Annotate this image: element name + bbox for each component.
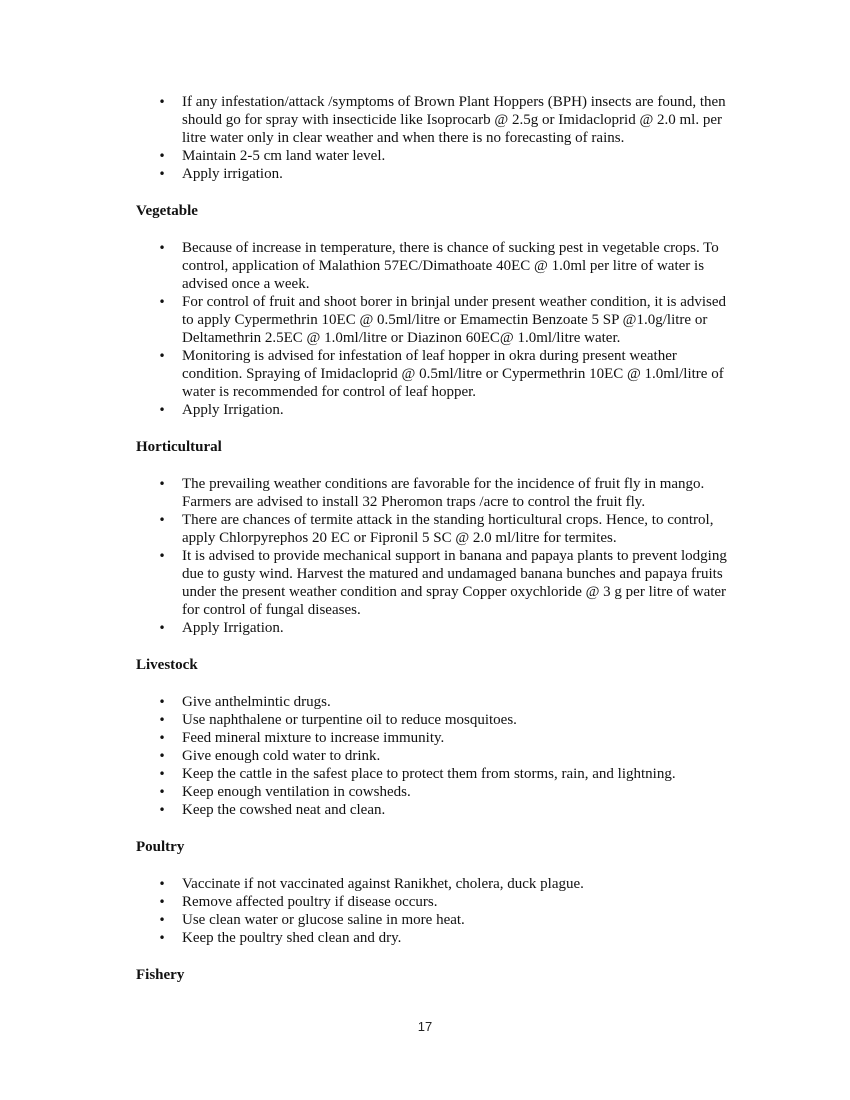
list-item xyxy=(136,147,736,165)
spacer xyxy=(136,819,736,838)
list-item-text: Use clean water or glucose saline in more heat. xyxy=(182,912,465,928)
list-item xyxy=(136,293,736,347)
list-item xyxy=(136,729,736,747)
bullet-list xyxy=(136,875,736,947)
bullet-icon: • xyxy=(158,895,166,909)
list-item xyxy=(136,693,736,711)
list-item-text: Keep the cowshed neat and clean. xyxy=(182,802,386,818)
list-item xyxy=(136,765,736,783)
spacer xyxy=(136,220,736,239)
bullet-icon: • xyxy=(158,713,166,727)
bullet-icon: • xyxy=(158,295,166,309)
list-item-text: It is advised to provide mechanical support in banana and papaya plants to prevent lodging due to gusty wind. Harvest the matured and undamaged banana bunches and papaya fruits under the present weather condition and spray Copper oxychloride @ 3 g per litre of water for control of fungal diseases. xyxy=(182,548,727,618)
list-item xyxy=(136,619,736,637)
list-item-text: Apply Irrigation. xyxy=(182,402,284,418)
list-item xyxy=(136,783,736,801)
section-heading: Vegetable xyxy=(136,203,198,219)
section-heading: Horticultural xyxy=(136,439,222,455)
bullet-icon: • xyxy=(158,149,166,163)
list-item-text: Use naphthalene or turpentine oil to reduce mosquitoes. xyxy=(182,712,517,728)
list-item-text: Feed mineral mixture to increase immunity. xyxy=(182,730,445,746)
bullet-icon: • xyxy=(158,513,166,527)
spacer xyxy=(136,674,736,693)
list-item-text: Because of increase in temperature, there is chance of sucking pest in vegetable crops. To control, application of Malathion 57EC/Dimathoate 40EC @ 1.0ml per litre of water is advised once a week. xyxy=(182,240,719,292)
bullet-icon: • xyxy=(158,767,166,781)
bullet-icon: • xyxy=(158,731,166,745)
list-item xyxy=(136,801,736,819)
list-item-text: For control of fruit and shoot borer in brinjal under present weather condition, it is advised to apply Cypermethrin 10EC @ 0.5ml/litre or Emamectin Benzoate 5 SP @1.0g/litre or Deltamethrin 2.5EC @ 1.0ml/litre or Diazinon 60EC@ 1.0ml/litre water. xyxy=(182,294,727,346)
list-item xyxy=(136,875,736,893)
list-item-text: Apply Irrigation. xyxy=(182,620,284,636)
list-item-text: Give anthelmintic drugs. xyxy=(182,694,331,710)
list-item-text: Keep the poultry shed clean and dry. xyxy=(182,930,402,946)
list-item-text: There are chances of termite attack in the standing horticultural crops. Hence, to control, apply Chlorpyrephos 20 EC or Fipronil 5 SC @ 2.0 ml/litre for termites. xyxy=(182,512,714,546)
list-item-text: Apply irrigation. xyxy=(182,166,283,182)
spacer xyxy=(136,637,736,656)
bullet-icon: • xyxy=(158,477,166,491)
list-item xyxy=(136,239,736,293)
spacer xyxy=(136,984,736,1003)
spacer xyxy=(136,947,736,966)
list-item xyxy=(136,929,736,947)
bullet-icon: • xyxy=(158,403,166,417)
bullet-list xyxy=(136,239,736,419)
section-heading: Livestock xyxy=(136,657,198,673)
bullet-list xyxy=(136,475,736,637)
page-number: 17 xyxy=(417,1019,433,1034)
list-item-text: The prevailing weather conditions are favorable for the incidence of fruit fly in mango. Farmers are advised to install 32 Pheromon traps /acre to control the fruit fly. xyxy=(182,476,705,510)
list-item-text: Keep the cattle in the safest place to protect them from storms, rain, and lightning. xyxy=(182,766,676,782)
spacer xyxy=(136,456,736,475)
bullet-icon: • xyxy=(158,241,166,255)
list-item-text: Keep enough ventilation in cowsheds. xyxy=(182,784,411,800)
list-item xyxy=(136,401,736,419)
bullet-icon: • xyxy=(158,95,166,109)
bullet-icon: • xyxy=(158,549,166,563)
list-item xyxy=(136,893,736,911)
list-item-text: Give enough cold water to drink. xyxy=(182,748,381,764)
list-item xyxy=(136,475,736,511)
bullet-list xyxy=(136,93,736,183)
bullet-icon: • xyxy=(158,695,166,709)
list-item xyxy=(136,747,736,765)
spacer xyxy=(136,183,736,202)
list-item xyxy=(136,911,736,929)
bullet-icon: • xyxy=(158,621,166,635)
spacer xyxy=(136,856,736,875)
list-item xyxy=(136,547,736,619)
bullet-icon: • xyxy=(158,749,166,763)
bullet-icon: • xyxy=(158,785,166,799)
bullet-icon: • xyxy=(158,877,166,891)
list-item-text: Remove affected poultry if disease occurs. xyxy=(182,894,438,910)
spacer xyxy=(136,419,736,438)
list-item-text: Monitoring is advised for infestation of leaf hopper in okra during present weather condition. Spraying of Imidacloprid @ 0.5ml/litre or Cypermethrin 10EC @ 1.0ml/litre of water is recommended for control of leaf hopper. xyxy=(182,348,724,400)
bullet-icon: • xyxy=(158,803,166,817)
list-item xyxy=(136,511,736,547)
list-item-text: If any infestation/attack /symptoms of Brown Plant Hoppers (BPH) insects are found, then should go for spray with insecticide like Isoprocarb @ 2.5g or Imidacloprid @ 2.0 ml. per litre water only in clear weather and when there is no forecasting of rains. xyxy=(182,94,726,146)
list-item-text: Vaccinate if not vaccinated against Ranikhet, cholera, duck plague. xyxy=(182,876,584,892)
section-heading: Poultry xyxy=(136,839,185,855)
list-item xyxy=(136,165,736,183)
bullet-icon: • xyxy=(158,931,166,945)
list-item-text: Maintain 2-5 cm land water level. xyxy=(182,148,386,164)
page-content xyxy=(136,93,736,1003)
bullet-icon: • xyxy=(158,167,166,181)
section-heading: Fishery xyxy=(136,967,185,983)
bullet-icon: • xyxy=(158,913,166,927)
bullet-list xyxy=(136,693,736,819)
bullet-icon: • xyxy=(158,349,166,363)
list-item xyxy=(136,711,736,729)
list-item xyxy=(136,93,736,147)
list-item xyxy=(136,347,736,401)
